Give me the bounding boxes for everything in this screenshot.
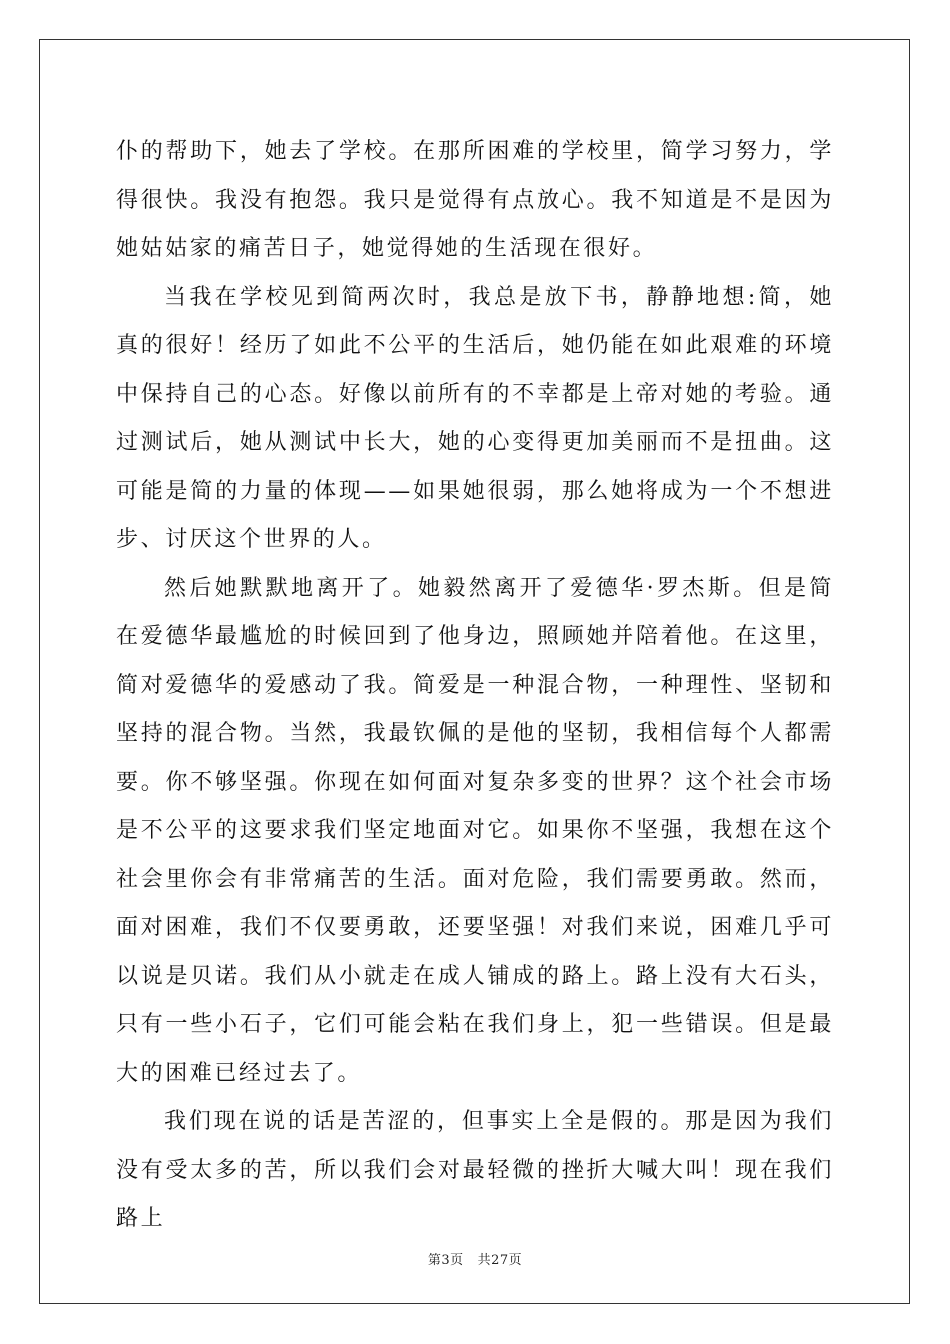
page-number: 第3页 bbox=[427, 1253, 464, 1268]
paragraph-1: 仆的帮助下，她去了学校。在那所困难的学校里，简学习努力，学得很快。我没有抱怨。我只是觉得有点放心。我不知道是不是因为她姑姑家的痛苦日子，她觉得她的生活现在很好。 bbox=[116, 139, 834, 261]
page-total: 共27页 bbox=[477, 1253, 523, 1268]
paragraph-2: 当我在学校见到简两次时，我总是放下书，静静地想:简，她真的很好！经历了如此不公平的生活后，她仍能在如此艰难的环境中保持自己的心态。好像以前所有的不幸都是上帝对她的考验。通过测试后，她从测试中长大，她的心变得更加美丽而不是扭曲。这可能是简的力量的体现——如果她很弱，那么她将成为一个不想进步、讨厌这个世界的人。 bbox=[116, 284, 834, 552]
document-body bbox=[116, 128, 834, 1244]
paragraph-4: 我们现在说的话是苦涩的，但事实上全是假的。那是因为我们没有受太多的苦，所以我们会对最轻微的挫折大喊大叫！现在我们路上 bbox=[116, 1109, 834, 1231]
page-footer bbox=[0, 1249, 950, 1268]
paragraph-3: 然后她默默地离开了。她毅然离开了爱德华·罗杰斯。但是简在爱德华最尴尬的时候回到了他身边，照顾她并陪着他。在这里，简对爱德华的爱感动了我。简爱是一种混合物，一种理性、坚韧和坚持的混合物。当然，我最钦佩的是他的坚韧，我相信每个人都需要。你不够坚强。你现在如何面对复杂多变的世界？这个社会市场是不公平的这要求我们坚定地面对它。如果你不坚强，我想在这个社会里你会有非常痛苦的生活。面对危险，我们需要勇敢。然而，面对困难，我们不仅要勇敢，还要坚强！对我们来说，困难几乎可以说是贝诺。我们从小就走在成人铺成的路上。路上没有大石头，只有一些小石子，它们可能会粘在我们身上，犯一些错误。但是最大的困难已经过去了。 bbox=[116, 575, 834, 1086]
